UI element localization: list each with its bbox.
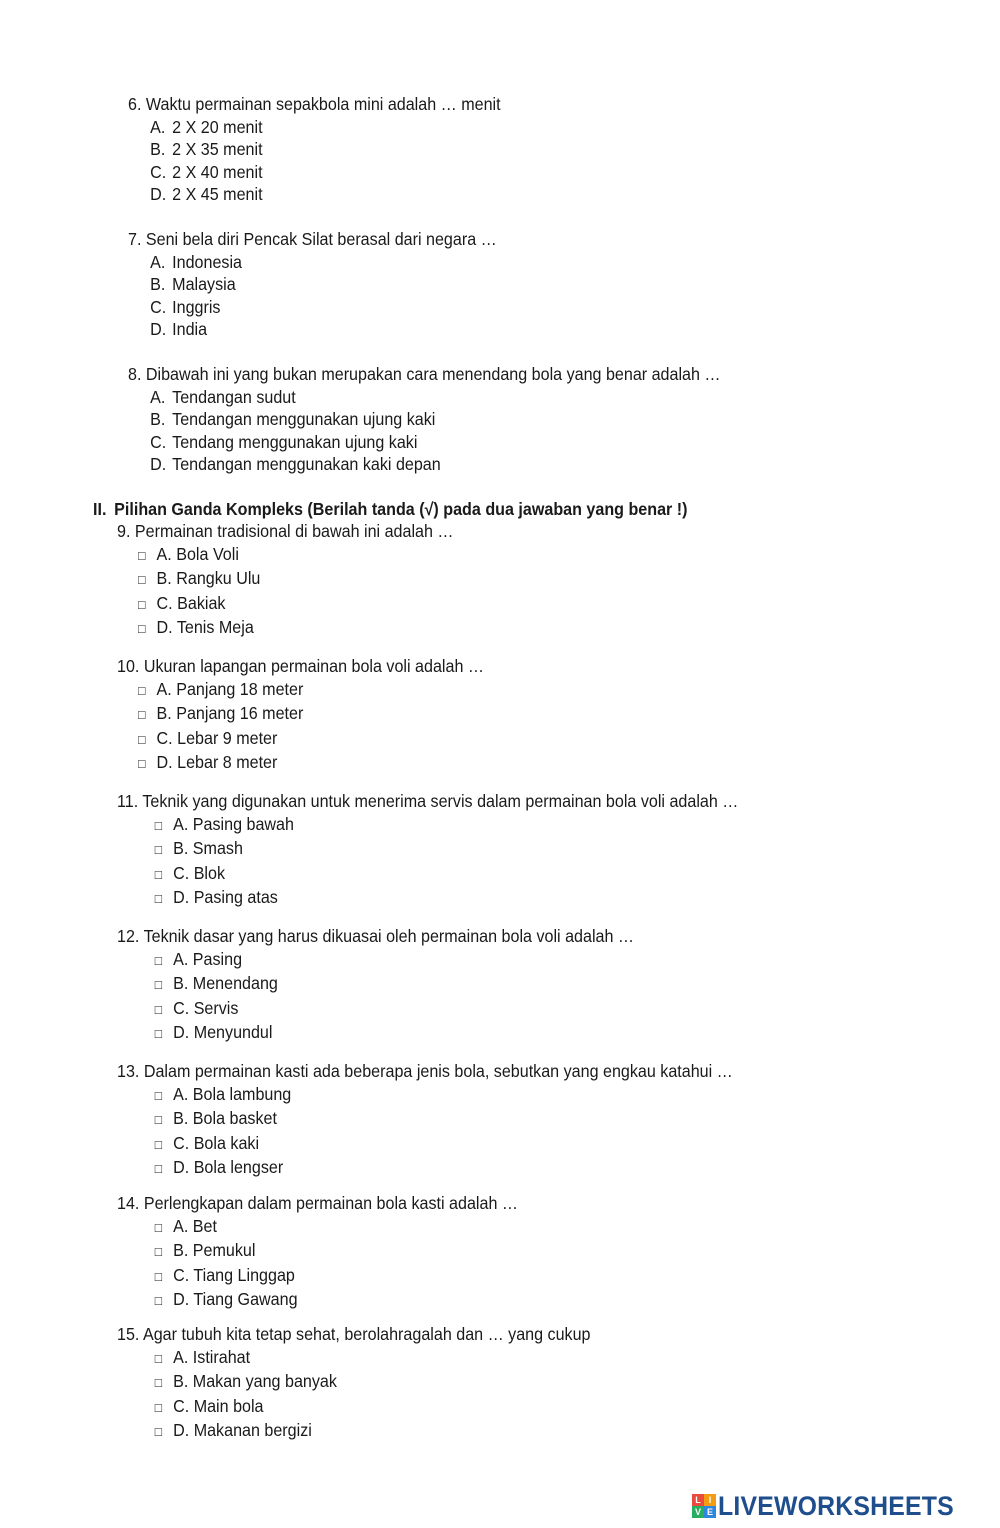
checkbox-icon: □ xyxy=(138,621,146,636)
checkbox-option[interactable]: □ B. Panjang 16 meter xyxy=(117,702,484,727)
checkbox-icon: □ xyxy=(138,547,146,563)
checkbox-option[interactable]: □ C. Bola kaki xyxy=(117,1132,733,1157)
checkbox-option[interactable]: □ D. Tiang Gawang xyxy=(117,1288,518,1313)
checkbox-option[interactable]: □ C. Tiang Linggap xyxy=(117,1264,518,1289)
checkbox-icon: □ xyxy=(154,1001,162,1017)
question-stem: 10. Ukuran lapangan permainan bola voli adalah … xyxy=(117,656,484,676)
checkbox-option[interactable]: □ B. Menendang xyxy=(117,972,634,997)
checkbox-icon: □ xyxy=(154,1350,162,1366)
section-title: Pilihan Ganda Kompleks (Berilah tanda (√) pada dua jawaban yang benar !) xyxy=(114,499,688,519)
question-stem: 7. Seni bela diri Pencak Silat berasal dari negara … xyxy=(128,229,497,249)
checkbox-icon: □ xyxy=(154,1424,162,1439)
option-d[interactable]: D. Tendangan menggunakan kaki depan xyxy=(150,454,441,474)
option-b[interactable]: B. Tendangan menggunakan ujung kaki xyxy=(150,409,436,429)
checkbox-icon: □ xyxy=(138,596,146,612)
question-stem: 11. Teknik yang digunakan untuk menerima servis dalam permainan bola voli adalah … xyxy=(117,791,739,811)
question-6 xyxy=(128,93,533,206)
question-stem: 14. Perlengkapan dalam permainan bola kasti adalah … xyxy=(117,1193,518,1213)
checkbox-icon: □ xyxy=(154,1244,162,1259)
logo-mark-icon: L I V E xyxy=(692,1494,716,1518)
checkbox-icon: □ xyxy=(138,756,146,771)
question-11 xyxy=(117,790,792,911)
checkbox-option[interactable]: □ A. Istirahat xyxy=(117,1346,590,1371)
checkbox-icon: □ xyxy=(154,866,162,882)
option-a[interactable]: A. Tendangan sudut xyxy=(150,386,296,407)
checkbox-icon: □ xyxy=(138,707,146,722)
checkbox-icon: □ xyxy=(138,572,146,587)
checkbox-option[interactable]: □ B. Makan yang banyak xyxy=(117,1370,590,1395)
checkbox-option[interactable]: □ C. Main bola xyxy=(117,1395,590,1420)
checkbox-option[interactable]: □ A. Pasing xyxy=(117,948,634,973)
question-8 xyxy=(128,363,772,476)
checkbox-option[interactable]: □ B. Bola basket xyxy=(117,1107,733,1132)
checkbox-icon: □ xyxy=(154,891,162,906)
checkbox-icon: □ xyxy=(154,817,162,833)
option-b[interactable]: B. Malaysia xyxy=(150,274,236,294)
checkbox-option[interactable]: □ B. Pemukul xyxy=(117,1239,518,1264)
checkbox-icon: □ xyxy=(154,1268,162,1284)
checkbox-option[interactable]: □ D. Pasing atas xyxy=(117,886,738,911)
checkbox-icon: □ xyxy=(154,1219,162,1235)
question-7 xyxy=(128,228,529,341)
checkbox-icon: □ xyxy=(154,1136,162,1152)
checkbox-icon: □ xyxy=(154,977,162,992)
checkbox-option[interactable]: □ C. Lebar 9 meter xyxy=(117,727,484,752)
checkbox-icon: □ xyxy=(154,1087,162,1103)
checkbox-option[interactable]: □ D. Menyundul xyxy=(117,1021,634,1046)
question-stem: 15. Agar tubuh kita tetap sehat, berolahragalah dan … yang cukup xyxy=(117,1324,591,1344)
option-a[interactable]: A. Indonesia xyxy=(150,251,242,272)
question-10 xyxy=(117,655,516,776)
question-stem: 6. Waktu permainan sepakbola mini adalah … menit xyxy=(128,94,501,114)
option-c[interactable]: C. Tendang menggunakan ujung kaki xyxy=(150,431,418,452)
checkbox-option[interactable]: □ D. Tenis Meja xyxy=(117,616,454,641)
checkbox-option[interactable]: □ C. Blok xyxy=(117,862,738,887)
checkbox-option[interactable]: □ B. Smash xyxy=(117,837,738,862)
checkbox-icon: □ xyxy=(154,1399,162,1415)
checkbox-icon: □ xyxy=(154,1161,162,1176)
question-stem: 12. Teknik dasar yang harus dikuasai oleh permainan bola voli adalah … xyxy=(117,926,635,946)
section-number: II. xyxy=(93,499,107,519)
liveworksheets-logo xyxy=(692,1490,974,1522)
checkbox-option[interactable]: □ D. Makanan bergizi xyxy=(117,1419,590,1444)
checkbox-option[interactable]: □ C. Bakiak xyxy=(117,592,454,617)
checkbox-option[interactable]: □ A. Pasing bawah xyxy=(117,813,738,838)
option-d[interactable]: D. India xyxy=(150,319,208,339)
section-heading xyxy=(93,499,688,520)
question-stem: 13. Dalam permainan kasti ada beberapa jenis bola, sebutkan yang engkau katahui … xyxy=(117,1061,733,1081)
question-15 xyxy=(117,1323,632,1444)
option-d[interactable]: D. 2 X 45 menit xyxy=(150,184,263,204)
question-stem: 9. Permainan tradisional di bawah ini adalah … xyxy=(117,521,454,541)
checkbox-option[interactable]: □ C. Servis xyxy=(117,997,634,1022)
checkbox-option[interactable]: □ D. Lebar 8 meter xyxy=(117,751,484,776)
checkbox-icon: □ xyxy=(154,952,162,968)
checkbox-option[interactable]: □ A. Panjang 18 meter xyxy=(117,678,484,703)
checkbox-icon: □ xyxy=(138,731,146,747)
option-c[interactable]: C. 2 X 40 menit xyxy=(150,161,263,182)
question-stem: 8. Dibawah ini yang bukan merupakan cara menendang bola yang benar adalah … xyxy=(128,364,721,384)
question-13 xyxy=(117,1060,786,1181)
checkbox-icon: □ xyxy=(154,1375,162,1390)
checkbox-option[interactable]: □ D. Bola lengser xyxy=(117,1156,733,1181)
checkbox-option[interactable]: □ A. Bola lambung xyxy=(117,1083,733,1108)
checkbox-icon: □ xyxy=(154,842,162,857)
checkbox-option[interactable]: □ A. Bet xyxy=(117,1215,518,1240)
checkbox-icon: □ xyxy=(154,1026,162,1041)
question-14 xyxy=(117,1192,553,1313)
question-12 xyxy=(117,925,679,1046)
option-b[interactable]: B. 2 X 35 menit xyxy=(150,139,263,159)
checkbox-icon: □ xyxy=(154,1112,162,1127)
checkbox-icon: □ xyxy=(154,1293,162,1308)
checkbox-option[interactable]: □ A. Bola Voli xyxy=(117,543,454,568)
option-c[interactable]: C. Inggris xyxy=(150,296,221,317)
checkbox-icon: □ xyxy=(138,682,146,698)
checkbox-option[interactable]: □ B. Rangku Ulu xyxy=(117,567,454,592)
option-a[interactable]: A. 2 X 20 menit xyxy=(150,116,263,137)
question-9 xyxy=(117,520,483,641)
logo-text: LIVEWORKSHEETS xyxy=(718,1490,954,1521)
